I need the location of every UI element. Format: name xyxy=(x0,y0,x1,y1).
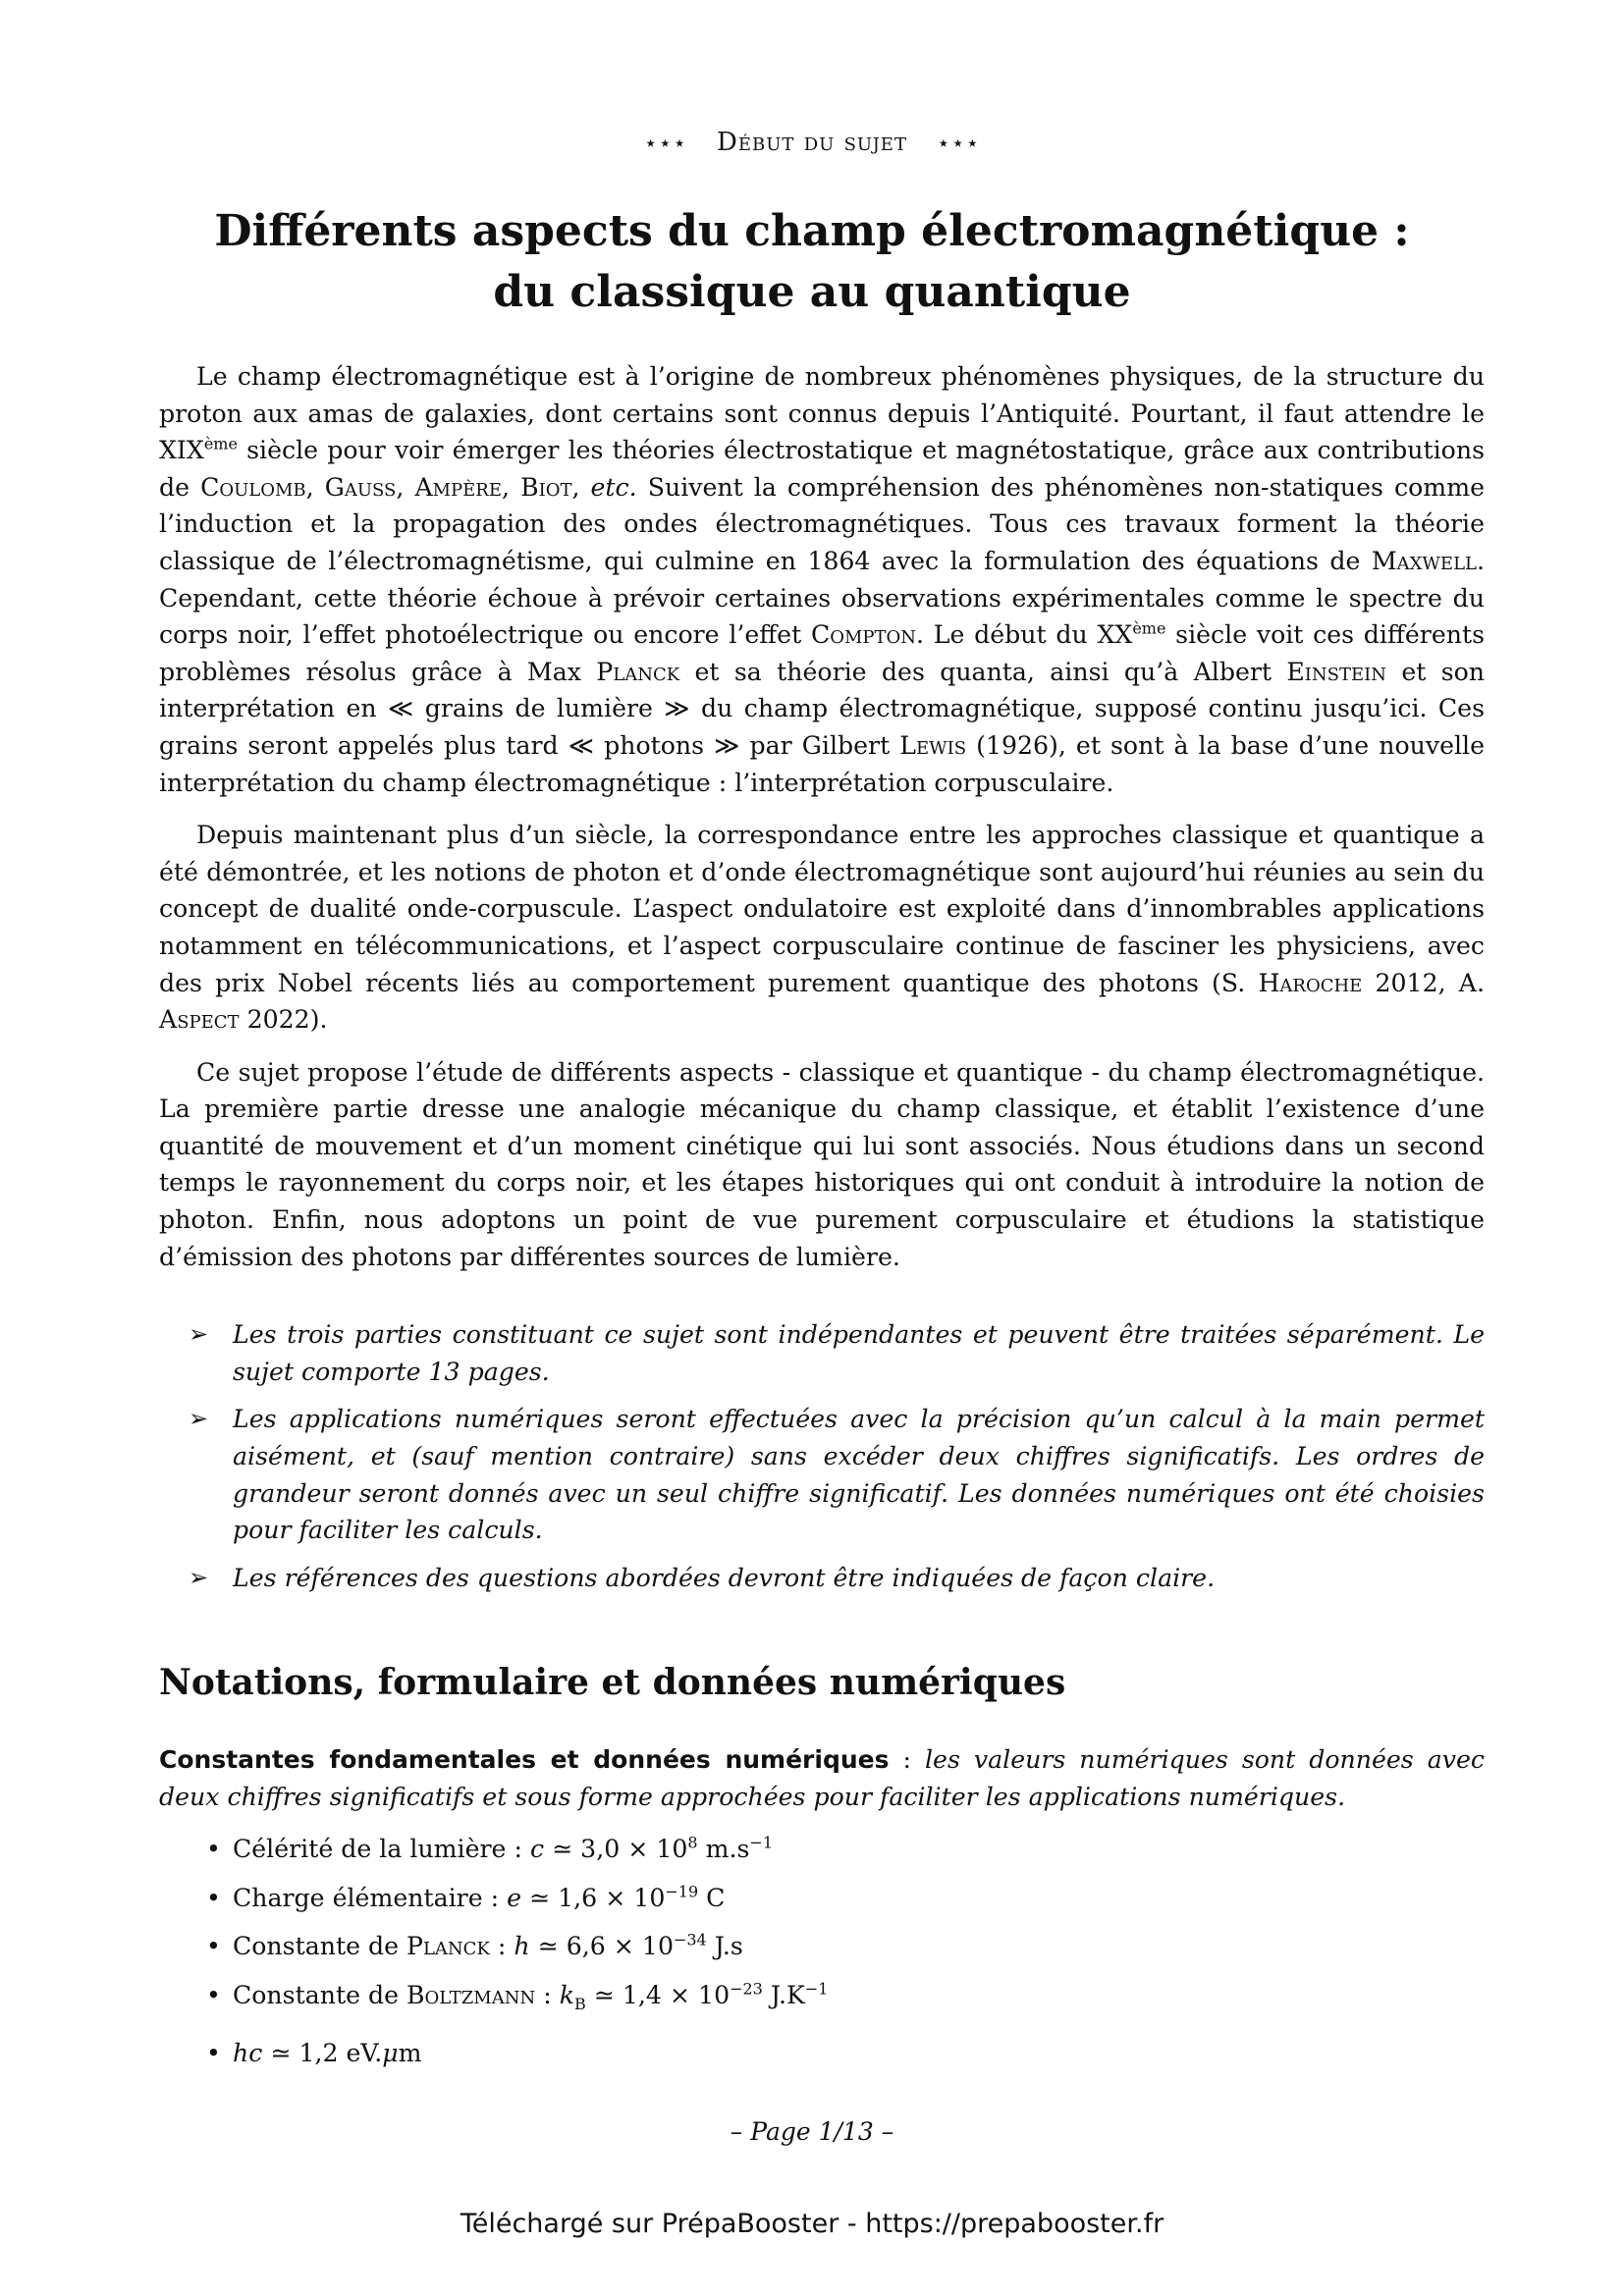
text-run: . Le début du XX xyxy=(916,620,1133,650)
unit: J.s xyxy=(706,1932,743,1961)
text-run: , xyxy=(502,472,521,502)
constant-boltzmann xyxy=(159,1977,1485,2023)
constant-label: Célérité de la lumière : xyxy=(233,1835,530,1864)
text-run: 2022). xyxy=(239,1005,328,1035)
text-run: : xyxy=(535,1980,560,2009)
name-boltzmann: Boltzmann xyxy=(406,1980,536,2009)
constants-note: les valeurs numériques sont données avec deux chiffres significatifs et sous forme approchées pour faciliter les applications numériques. xyxy=(159,1745,1486,1811)
value: ≃ 1,4 × 10 xyxy=(585,1980,731,2009)
constant-label: Charge élémentaire : xyxy=(233,1883,508,1912)
stars-left: ⋆⋆⋆ xyxy=(643,132,688,156)
exponent: −23 xyxy=(730,1979,763,1999)
subject-start-label: Début du sujet xyxy=(717,128,907,157)
arrow-bullet-icon: ➢ xyxy=(189,1320,209,1349)
symbol: hc xyxy=(233,2038,263,2067)
superscript: ème xyxy=(203,434,238,454)
exponent: −19 xyxy=(665,1882,699,1901)
text-run: (1926), et sont à la base d’une nouvelle interprétation du champ électromagnétique : l’interprétation corpusculaire. xyxy=(159,730,1485,797)
bullet-icon: • xyxy=(206,1980,221,2009)
title-line-2: du classique au quantique xyxy=(493,267,1131,317)
name-biot: Biot xyxy=(520,472,572,502)
unit: C xyxy=(698,1883,726,1912)
constant-elementary-charge xyxy=(159,1880,1485,1917)
instruction-text: Les applications numériques seront effectuées avec la précision qu’un calcul à la main permet aisément, et (sauf mention contraire) sans excéder deux chiffres significatifs. Les ordres de grandeur seront donnés avec un seul chiffre significatif. Les données numériques ont été choisies pour faciliter les calculs. xyxy=(233,1405,1485,1545)
text-run: Suivent la compréhension des phénomènes non-statiques comme l’induction et la propagation des ondes électromagnétiques. Tous ces travaux forment la théorie classique de l’électromagnétisme, qui culmine en 1864 avec la formulation des équations de xyxy=(159,472,1485,575)
text-run: siècle pour voir émerger les théories électrostatique et magnétostatique, grâce aux contributions de xyxy=(159,436,1485,502)
page-number: – Page 1/13 – xyxy=(730,2117,894,2146)
document-body xyxy=(159,358,1485,2083)
bullet-icon: • xyxy=(206,1883,221,1912)
symbol: c xyxy=(529,1835,545,1864)
text-run: siècle voit ces différents problèmes résolus grâce à Max xyxy=(159,620,1486,686)
bullet-icon: • xyxy=(206,2038,221,2067)
instructions-list xyxy=(159,1316,1485,1596)
name-maxwell: Maxwell xyxy=(1371,546,1477,575)
name-coulomb: Coulomb xyxy=(200,472,306,502)
text-run: Depuis maintenant plus d’un siècle, la correspondance entre les approches classique et quantique a été démontrée, et les notions de photon et d’onde électromagnétique sont aujourd’hui réunies au sein du concept de dualité onde-corpuscule. L’aspect ondulatoire est exploité dans d’innombrables applications notamment en télécommunications, et l’aspect corpusculaire continue de fasciner les physiciens, avec des prix Nobel récents liés au comportement purement quantique des photons (S. xyxy=(159,821,1485,997)
constant-planck xyxy=(159,1928,1485,1965)
text-run: 2012, A. xyxy=(1362,968,1485,997)
instruction-item xyxy=(159,1560,1485,1597)
name-planck: Planck xyxy=(596,657,680,686)
bullet-icon: • xyxy=(206,1835,221,1864)
constant-speed-of-light xyxy=(159,1831,1485,1868)
instruction-item xyxy=(159,1401,1485,1548)
subject-start-header xyxy=(0,128,1624,157)
download-footer: Téléchargé sur PrépaBooster - https://prepabooster.fr xyxy=(460,2209,1164,2239)
text-run: . Cependant, cette théorie échoue à prévoir certaines observations expérimentales comme le spectre du corps noir, l’effet photoélectrique ou encore l’effet xyxy=(159,546,1485,650)
title-line-1: Différents aspects du champ électromagnétique : xyxy=(214,206,1410,256)
text-run: , xyxy=(396,472,415,502)
constant-label: Constante de xyxy=(233,1980,407,2009)
intro-paragraph-1 xyxy=(159,358,1485,801)
exponent: −1 xyxy=(749,1833,774,1852)
name-einstein: Einstein xyxy=(1286,657,1386,686)
symbol: k xyxy=(559,1980,574,2009)
text-run: : xyxy=(489,1932,514,1961)
exponent: −34 xyxy=(673,1930,707,1949)
name-aspect: Aspect xyxy=(159,1005,240,1035)
document-title xyxy=(0,201,1624,323)
constants-list xyxy=(159,1831,1485,2071)
arrow-bullet-icon: ➢ xyxy=(189,1563,209,1591)
instruction-text: Les trois parties constituant ce sujet sont indépendantes et peuvent être traitées séparément. Le sujet comporte 13 pages. xyxy=(233,1320,1485,1386)
exponent: −1 xyxy=(804,1979,829,1999)
unit: m.s xyxy=(697,1835,750,1864)
value: ≃ 3,0 × 10 xyxy=(544,1835,688,1864)
value: ≃ 1,2 eV. xyxy=(262,2038,383,2067)
name-gauss: Gauss xyxy=(324,472,397,502)
constant-label: Constante de xyxy=(233,1932,407,1961)
text-run: , xyxy=(571,472,591,502)
intro-paragraph-3: Ce sujet propose l’étude de différents aspects - classique et quantique - du champ électromagnétique. La première partie dresse une analogie mécanique du champ classique, et établit l’existence d’une quantité de mouvement et d’un moment cinétique qui lui sont associés. Nous étudions dans un second temps le rayonnement du corps noir, et les étapes historiques qui ont conduit à introduire la notion de photon. Enfin, nous adoptons un point de vue purement corpusculaire et étudions la statistique d’émission des photons par différentes sources de lumière. xyxy=(159,1057,1485,1271)
symbol: e xyxy=(507,1883,522,1912)
value: ≃ 1,6 × 10 xyxy=(521,1883,666,1912)
exponent: 8 xyxy=(687,1833,698,1852)
stars-right: ⋆⋆⋆ xyxy=(936,132,981,156)
constants-heading: Constantes fondamentales et données numériques xyxy=(159,1745,890,1774)
arrow-bullet-icon: ➢ xyxy=(189,1405,209,1433)
name-lewis: Lewis xyxy=(899,730,967,760)
unit: J.K xyxy=(762,1980,805,2009)
text-run: : xyxy=(889,1745,925,1774)
text-run: Le champ électromagnétique est à l’origine de nombreux phénomènes physiques, de la structure du proton aux amas de galaxies, dont certains sont connus depuis l’Antiquité. Pourtant, il faut attendre le XIX xyxy=(159,362,1485,465)
text-run: et sa théorie des quanta, ainsi qu’à Albert xyxy=(679,657,1287,686)
name-haroche: Haroche xyxy=(1258,968,1363,997)
name-compton: Compton xyxy=(810,620,917,650)
text-run: , xyxy=(305,472,325,502)
superscript: ème xyxy=(1132,618,1166,638)
instruction-text: Les références des questions abordées devront être indiquées de façon claire. xyxy=(233,1563,1216,1592)
mu-symbol: μ xyxy=(382,2038,399,2067)
instruction-item xyxy=(159,1316,1485,1390)
section-heading: Notations, formulaire et données numériques xyxy=(159,1662,1066,1704)
value: ≃ 6,6 × 10 xyxy=(529,1932,674,1961)
name-ampere: Ampère xyxy=(414,472,503,502)
symbol: h xyxy=(514,1932,530,1961)
constant-hc xyxy=(159,2035,1485,2072)
name-planck: Planck xyxy=(406,1932,490,1961)
subscript: B xyxy=(573,1995,586,2013)
unit: m xyxy=(398,2038,422,2067)
intro-paragraph-2 xyxy=(159,817,1485,1039)
text-run: et son interprétation en ≪ grains de lumière ≫ du champ électromagnétique, supposé continu jusqu’ici. Ces grains seront appelés plus tard ≪ photons ≫ par Gilbert xyxy=(159,657,1486,760)
constants-intro xyxy=(159,1741,1485,1815)
etc: etc. xyxy=(590,472,637,502)
bullet-icon: • xyxy=(206,1932,221,1961)
